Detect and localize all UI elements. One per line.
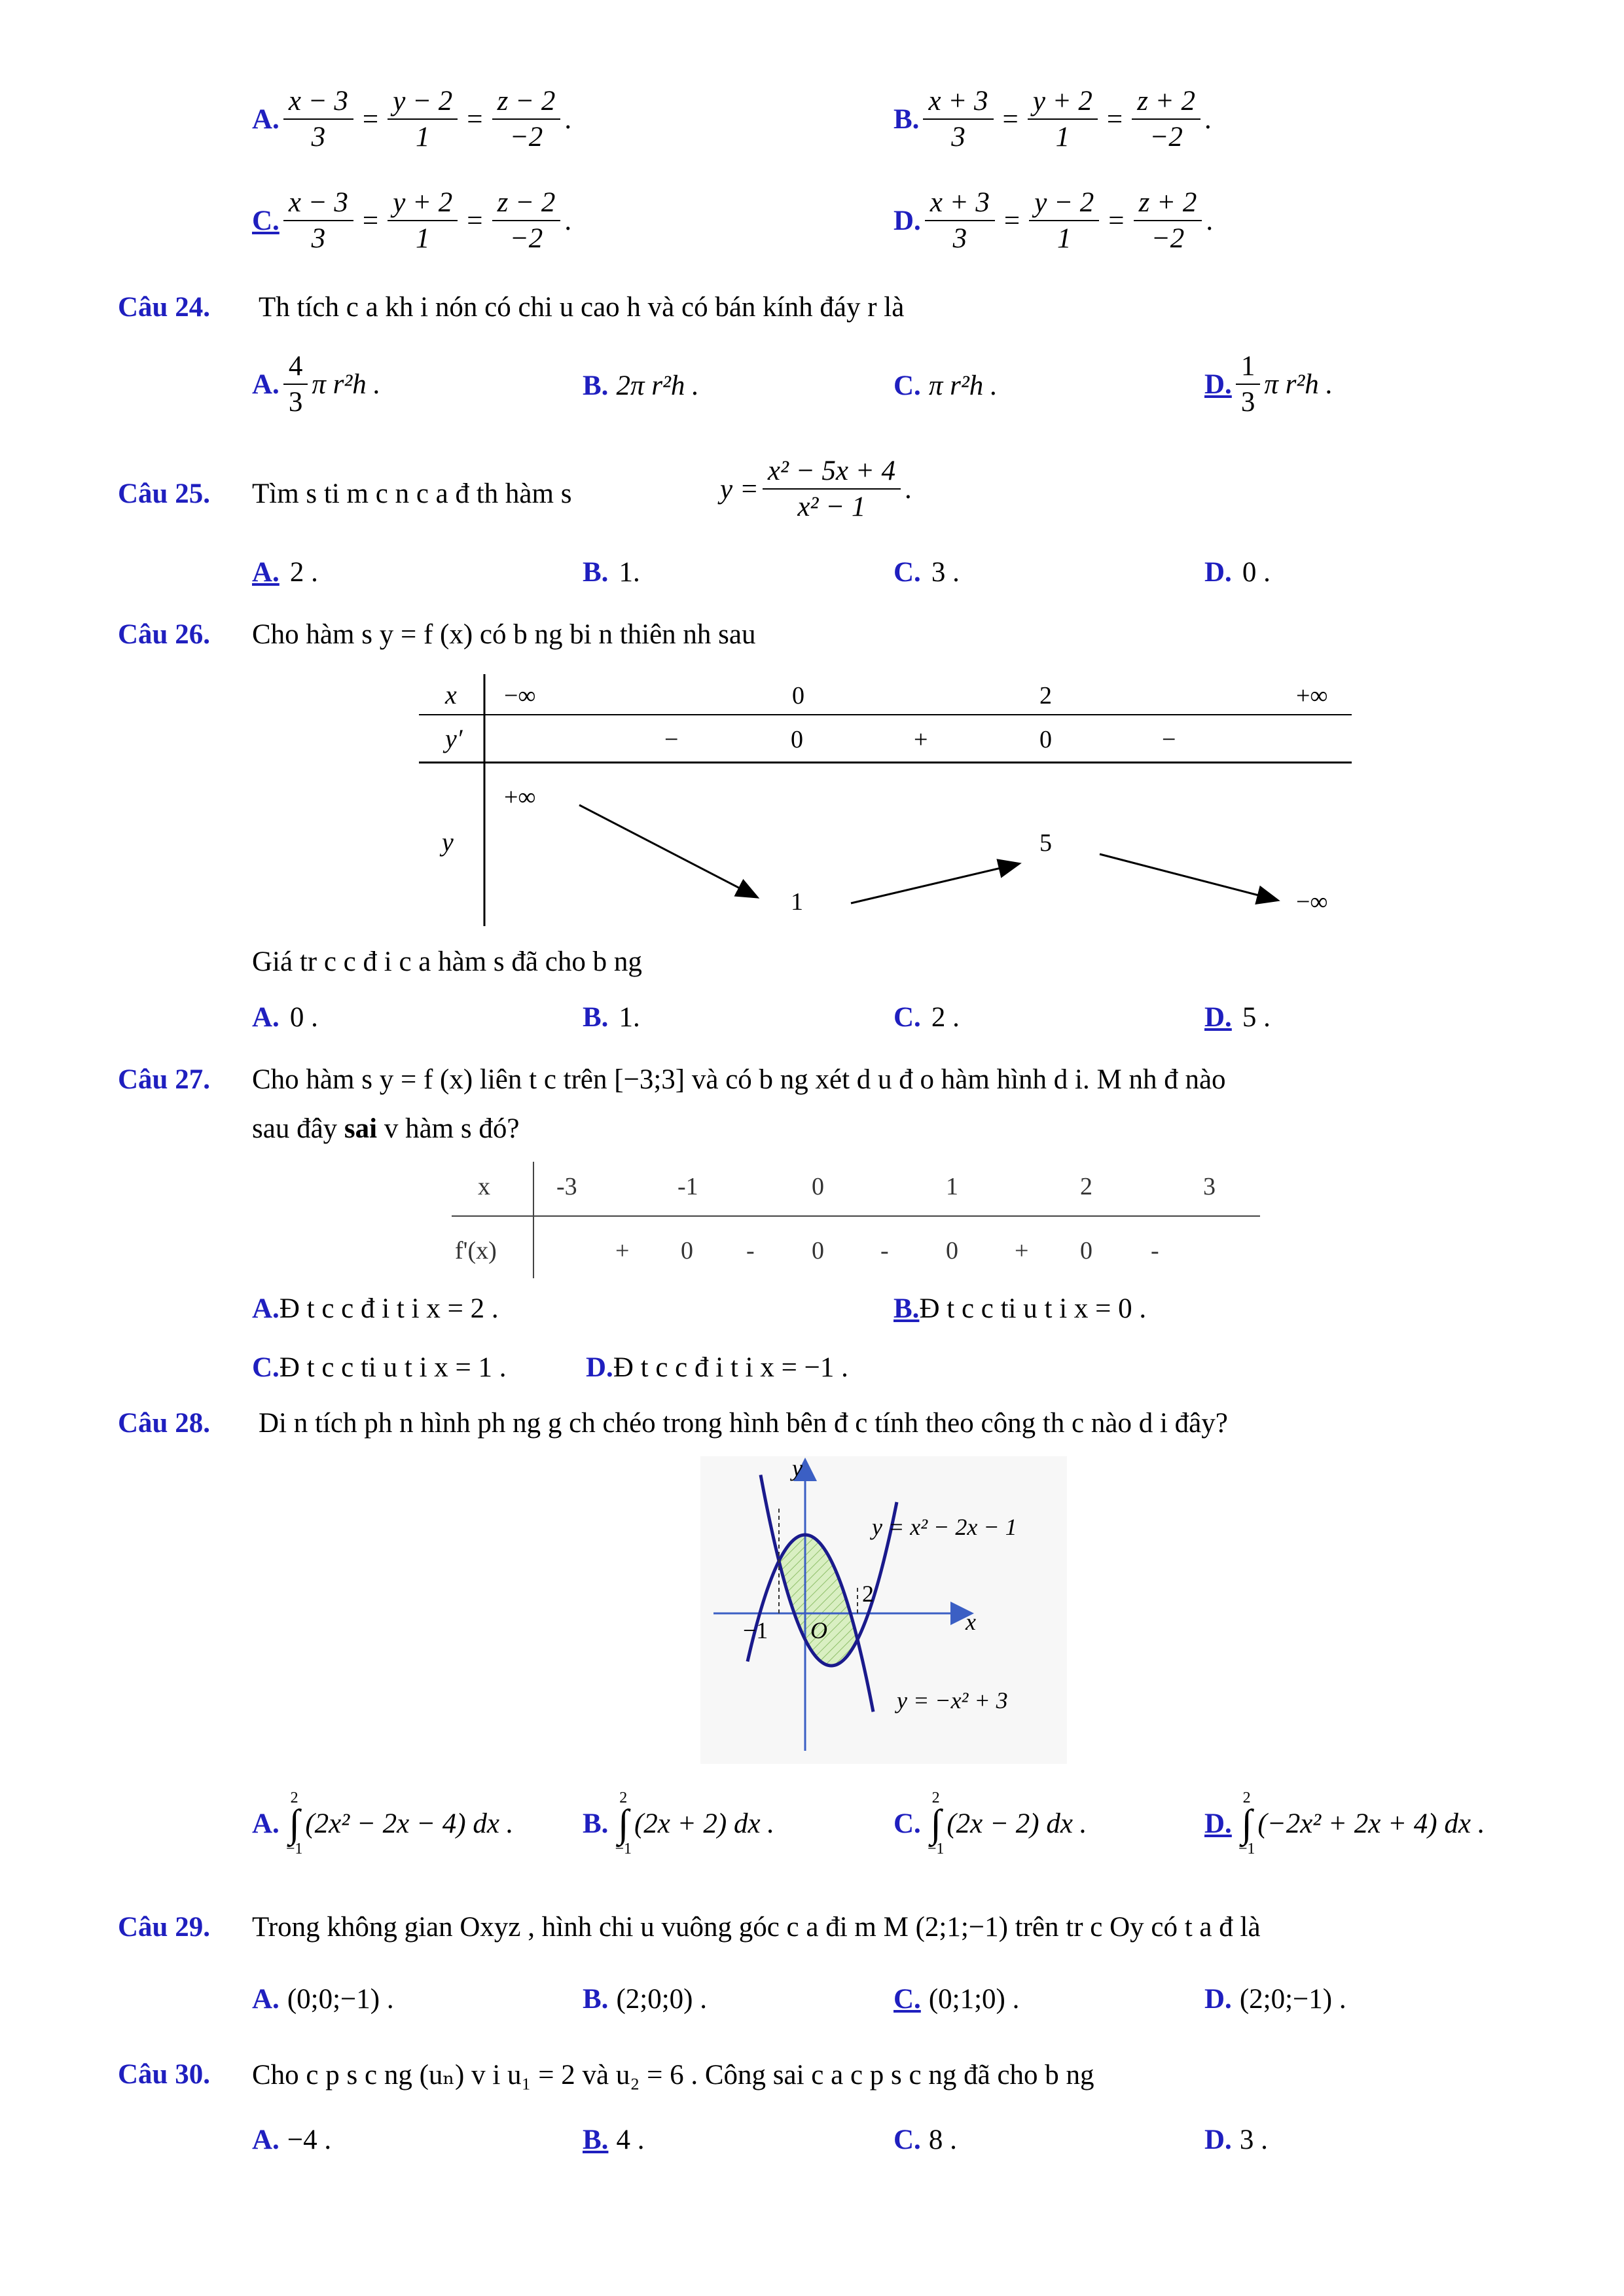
option-text: Đ t c c đ i t i x = 2 . <box>279 1293 499 1324</box>
q25-option-d[interactable] <box>1204 556 1271 588</box>
x-axis-label: x <box>965 1609 976 1635</box>
lower-limit: −1 <box>285 1840 303 1857</box>
option-text: Đ t c c đ i t i x = −1 . <box>613 1352 848 1383</box>
option-text: 2 . <box>289 557 318 588</box>
q27-label: Câu 27. <box>118 1064 210 1095</box>
option-label: B. <box>893 1293 920 1324</box>
q29-option-d[interactable] <box>1204 1983 1346 2015</box>
option-text: Đ t c c ti u t i x = 0 . <box>919 1293 1147 1324</box>
graph-background <box>700 1456 1067 1764</box>
q27-line1: Cho hàm s y = f (x) liên t c trên [−3;3] và có b ng xét d u đ o hàm hình d i. M nh đ nào <box>252 1064 1226 1095</box>
option-text: −4 . <box>287 2125 332 2155</box>
numerator: 4 <box>283 350 308 385</box>
fp-sign: + <box>615 1237 630 1265</box>
q24-option-c[interactable] <box>893 370 998 402</box>
x-val: −∞ <box>504 682 536 709</box>
option-text: 0 . <box>1242 557 1271 588</box>
denominator: −2 <box>1149 122 1183 153</box>
yp-sign: + <box>914 726 928 753</box>
q30-text: Cho c p s c ng (uₙ) v i u₁ = 2 và u₂ = 6 . Công sai c a c p s c ng đã cho b ng <box>252 2060 1094 2090</box>
q24-option-d[interactable] <box>1204 350 1333 419</box>
yp-val: 0 <box>791 726 803 753</box>
period: . <box>564 205 572 236</box>
numerator: x − 3 <box>283 85 353 120</box>
y-val: +∞ <box>504 783 536 811</box>
upper-limit: 2 <box>931 1789 940 1806</box>
increase-arrow <box>851 864 1018 903</box>
q26-variation-table <box>419 674 1355 929</box>
y-val: 5 <box>1039 829 1052 857</box>
option-label: D. <box>893 205 921 236</box>
denominator: 1 <box>1055 122 1070 153</box>
fp-sign: - <box>880 1237 889 1265</box>
integrand: (2x + 2) dx . <box>634 1808 775 1839</box>
option-label: A. <box>252 1293 280 1324</box>
denominator: 3 <box>951 122 965 153</box>
option-label: C. <box>893 2125 921 2155</box>
q25-label: Câu 25. <box>118 478 210 509</box>
q27-option-c[interactable] <box>252 1352 507 1384</box>
option-label: A. <box>252 557 280 588</box>
q26-text: Cho hàm s y = f (x) có b ng bi n thiên nh sau <box>252 619 756 650</box>
option-label: D. <box>1204 1002 1232 1033</box>
q29-text: Trong không gian Oxyz , hình chi u vuông góc c a đi m M (2;1;−1) trên tr c Oy có t a đ là <box>252 1912 1261 1943</box>
text: v hàm s đó? <box>377 1113 520 1144</box>
integral-sign: 2 ∫ −1 <box>927 1789 945 1857</box>
upper-limit: 2 <box>290 1789 298 1806</box>
numerator: 1 <box>1236 350 1261 385</box>
option-label: A. <box>252 2125 280 2155</box>
fp-val: 0 <box>812 1237 824 1265</box>
option-text: 1. <box>619 557 640 588</box>
tick-label: −1 <box>743 1617 768 1643</box>
option-text: (2;0;−1) . <box>1239 1984 1346 2015</box>
option-label: A. <box>252 1808 280 1839</box>
q29-option-b[interactable] <box>583 1983 707 2015</box>
formula: π r²h . <box>1264 368 1333 400</box>
q27-option-d[interactable] <box>586 1352 848 1384</box>
period: . <box>904 473 912 505</box>
y-val: 1 <box>791 888 803 916</box>
q27-line2 <box>252 1113 519 1145</box>
yp-row-label: y′ <box>445 724 463 753</box>
denominator: 1 <box>415 122 430 153</box>
q30-option-c[interactable] <box>893 2124 957 2156</box>
numerator: x + 3 <box>923 85 993 120</box>
fp-row-label: f'(x) <box>455 1237 497 1265</box>
q28-option-a[interactable] <box>252 1790 513 1857</box>
curve2-label: y = −x² + 3 <box>897 1687 1008 1713</box>
x-val: -3 <box>556 1173 577 1200</box>
upper-limit: 2 <box>619 1789 628 1806</box>
q24-option-b[interactable] <box>583 370 699 402</box>
numerator: x − 3 <box>283 187 353 221</box>
option-label: C. <box>893 557 921 588</box>
q28-graph <box>700 1456 1067 1764</box>
option-text: 5 . <box>1242 1002 1271 1033</box>
q30-option-a[interactable] <box>252 2124 331 2156</box>
option-label: C. <box>252 1352 280 1383</box>
lower-limit: −1 <box>927 1840 945 1857</box>
q25-option-a[interactable] <box>252 556 318 588</box>
q24-option-a[interactable] <box>252 350 380 419</box>
q23-option-b[interactable]: B. $\frac{x + 3}{3}$ = $\frac{y + 2}{1}$ = $\frac{z + 2}{-2}$ . <box>893 86 1212 153</box>
formula: π r²h . <box>928 370 998 401</box>
y-val: −∞ <box>1296 888 1328 916</box>
option-label: C. <box>893 1002 921 1033</box>
option-label: C. <box>893 370 921 401</box>
option-label: A. <box>252 368 280 400</box>
option-label: A. <box>252 1984 280 2015</box>
option-text: 3 . <box>1239 2125 1268 2155</box>
q23-option-c[interactable]: C. $\frac{x - 3}{3}$ = $\frac{y + 2}{1}$ = $\frac{z - 2}{-2}$ . <box>252 187 572 255</box>
option-text: 8 . <box>928 2125 957 2155</box>
q27-sign-table <box>452 1162 1263 1280</box>
upper-limit: 2 <box>1242 1789 1251 1806</box>
q30-option-d[interactable] <box>1204 2124 1268 2156</box>
option-text: 1. <box>619 1002 640 1033</box>
q28-text: Di n tích ph n hình ph ng g ch chéo trong hình bên đ c tính theo công th c nào d i đây? <box>259 1408 1228 1439</box>
option-label: D. <box>586 1352 613 1383</box>
integrand: (2x − 2) dx . <box>947 1808 1087 1839</box>
q24-label: Câu 24. <box>118 292 210 323</box>
option-label: C. <box>252 205 280 236</box>
integral-sign: 2 ∫ −1 <box>285 1789 303 1857</box>
option-label: D. <box>1204 1984 1232 2015</box>
q25-option-c[interactable] <box>893 556 960 588</box>
option-label: B. <box>583 1808 609 1839</box>
decrease-arrow <box>579 805 756 897</box>
numerator: y − 2 <box>388 85 458 120</box>
y-row-label: y <box>442 827 454 857</box>
denominator: −2 <box>509 223 543 255</box>
q29-option-a[interactable] <box>252 1983 394 2015</box>
numerator: z + 2 <box>1134 187 1202 221</box>
option-label: B. <box>583 1984 609 2015</box>
period: . <box>564 103 572 135</box>
x-val: 0 <box>792 682 804 709</box>
option-label: B. <box>583 557 609 588</box>
numerator: z − 2 <box>492 187 561 221</box>
q27-option-b[interactable] <box>893 1293 1146 1325</box>
numerator: y + 2 <box>388 187 458 221</box>
denominator: 1 <box>415 223 430 255</box>
fp-val: 0 <box>946 1237 958 1265</box>
option-label: B. <box>893 103 920 135</box>
integrand: (2x² − 2x − 4) dx . <box>305 1808 514 1839</box>
y-axis-label: y <box>792 1456 803 1481</box>
integrand: (−2x² + 2x + 4) dx . <box>1257 1808 1485 1839</box>
fn-prefix: y = <box>720 473 759 505</box>
numerator: x² − 5x + 4 <box>763 455 901 490</box>
x-row-label: x <box>445 680 457 709</box>
origin-label: O <box>810 1617 827 1643</box>
period: . <box>1206 205 1214 236</box>
x-val: 0 <box>812 1173 824 1200</box>
q30-option-b[interactable] <box>583 2124 644 2156</box>
numerator: z − 2 <box>492 85 561 120</box>
denominator: x² − 1 <box>797 492 866 523</box>
denominator: −2 <box>1151 223 1185 255</box>
q26-label: Câu 26. <box>118 619 210 650</box>
q25-text: Tìm s ti m c n c a đ th hàm s <box>252 478 572 509</box>
option-label: A. <box>252 103 280 135</box>
q23-option-a[interactable]: A. $\frac{x - 3}{3}$ = $\frac{y - 2}{1}$ = $\frac{z - 2}{-2}$ . <box>252 86 572 153</box>
q28-option-b[interactable] <box>583 1790 774 1857</box>
option-label: D. <box>1204 2125 1232 2155</box>
tick-label: 2 <box>862 1581 874 1607</box>
x-val: +∞ <box>1296 682 1328 709</box>
q23-option-d[interactable]: D. $\frac{x + 3}{3}$ = $\frac{y - 2}{1}$ = $\frac{z + 2}{-2}$ . <box>893 187 1214 255</box>
denominator: 3 <box>311 122 326 153</box>
denominator: 3 <box>1240 387 1255 418</box>
option-text: (0;1;0) . <box>928 1984 1020 2015</box>
integral-sign: 2 ∫ −1 <box>615 1789 632 1857</box>
option-label: C. <box>893 1984 921 2015</box>
yp-sign: − <box>664 726 679 753</box>
yp-sign: − <box>1162 726 1176 753</box>
q25-option-b[interactable] <box>583 556 640 588</box>
decrease-arrow <box>1100 854 1276 900</box>
fp-sign: - <box>746 1237 755 1265</box>
x-val: 2 <box>1080 1173 1092 1200</box>
denominator: 1 <box>1056 223 1072 255</box>
q26-option-a[interactable] <box>252 1001 318 1033</box>
fp-sign: - <box>1151 1237 1159 1265</box>
formula: π r²h . <box>312 368 381 400</box>
denominator: −2 <box>509 122 543 153</box>
text: sau đây <box>252 1113 344 1144</box>
numerator: x + 3 <box>925 187 995 221</box>
option-text: 4 . <box>616 2125 645 2155</box>
emphasis: sai <box>344 1113 378 1144</box>
denominator: 3 <box>288 387 303 418</box>
q29-label: Câu 29. <box>118 1912 210 1943</box>
integral-sign: 2 ∫ −1 <box>1238 1789 1255 1857</box>
fp-sign: + <box>1015 1237 1029 1265</box>
numerator: z + 2 <box>1132 85 1200 120</box>
lower-limit: −1 <box>1238 1840 1255 1857</box>
q26-subtext: Giá tr c c đ i c a hàm s đã cho b ng <box>252 946 642 977</box>
period: . <box>1204 103 1212 135</box>
option-text: 3 . <box>931 557 960 588</box>
q28-option-d[interactable] <box>1204 1790 1485 1857</box>
option-text: 2 . <box>931 1002 960 1033</box>
lower-limit: −1 <box>615 1840 632 1857</box>
option-label: D. <box>1204 557 1232 588</box>
x-val: -1 <box>677 1173 698 1200</box>
denominator: 3 <box>311 223 326 255</box>
q24-text: Th tích c a kh i nón có chi u cao h và có bán kính đáy r là <box>259 292 905 323</box>
numerator: y − 2 <box>1029 187 1099 221</box>
q26-option-d[interactable] <box>1204 1001 1271 1033</box>
q26-option-c[interactable] <box>893 1001 960 1033</box>
option-label: B. <box>583 1002 609 1033</box>
option-text: (0;0;−1) . <box>287 1984 394 2015</box>
denominator: 3 <box>952 223 967 255</box>
option-label: B. <box>583 2125 609 2155</box>
q30-label: Câu 30. <box>118 2059 210 2090</box>
x-val: 2 <box>1039 682 1052 709</box>
option-label: C. <box>893 1808 921 1839</box>
x-val: 3 <box>1203 1173 1216 1200</box>
option-label: D. <box>1204 368 1232 400</box>
q28-option-c[interactable] <box>893 1790 1087 1857</box>
q29-option-c[interactable] <box>893 1983 1019 2015</box>
q27-option-a[interactable] <box>252 1293 499 1325</box>
x-val: 1 <box>946 1173 958 1200</box>
option-label: A. <box>252 1002 280 1033</box>
yp-val: 0 <box>1039 726 1052 753</box>
option-label: D. <box>1204 1808 1232 1839</box>
option-text: 0 . <box>289 1002 318 1033</box>
x-row-label: x <box>478 1173 490 1200</box>
option-text: (2;0;0) . <box>616 1984 707 2015</box>
fp-val: 0 <box>681 1237 693 1265</box>
option-label: B. <box>583 370 609 401</box>
fp-val: 0 <box>1080 1237 1092 1265</box>
q25-function <box>720 455 912 524</box>
numerator: y + 2 <box>1028 85 1098 120</box>
option-text: Đ t c c ti u t i x = 1 . <box>279 1352 507 1383</box>
q28-label: Câu 28. <box>118 1408 210 1439</box>
formula: 2π r²h . <box>616 370 699 401</box>
curve1-label: y = x² − 2x − 1 <box>872 1514 1017 1540</box>
q26-option-b[interactable] <box>583 1001 640 1033</box>
